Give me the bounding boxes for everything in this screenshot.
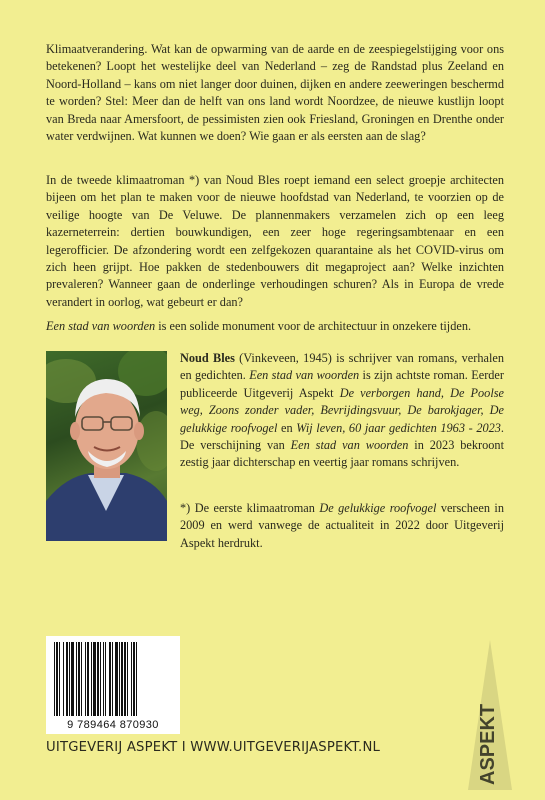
barcode-bar bbox=[76, 642, 77, 716]
barcode-bar bbox=[56, 642, 58, 716]
barcode-bar bbox=[115, 642, 118, 716]
bio-text: is zijn achtste roman. Eerder publiceerde Uitgeverij Aspekt bbox=[180, 368, 504, 400]
author-bio bbox=[180, 350, 504, 472]
barcode-bar bbox=[71, 642, 74, 716]
barcode-bar bbox=[93, 642, 96, 716]
book-title: Een stad van woorden bbox=[46, 319, 156, 333]
isbn-number: 9 789464 870930 bbox=[67, 719, 159, 731]
barcode-bar bbox=[97, 642, 99, 716]
author-name: Noud Bles bbox=[180, 351, 235, 365]
bio-poetry-title: Wij leven, 60 jaar gedichten 1963 - 2023 bbox=[296, 420, 501, 435]
bio-text: en bbox=[277, 420, 297, 435]
footnote-text: verscheen in 2009 en werd vanwege de actualiteit in 2022 door Uitgeverij Aspekt herdrukt. bbox=[180, 501, 504, 550]
barcode-bar bbox=[124, 642, 126, 716]
barcode-bar bbox=[131, 642, 132, 716]
barcode-bar bbox=[63, 642, 64, 716]
bio-text: . De verschijning van bbox=[180, 420, 504, 453]
blurb-paragraph-1: Klimaatverandering. Wat kan de opwarming van de aarde en de zeespiegelstijging voor ons betekenen? Loopt het westelijke deel van Nederland – zeg de Randstad plus Zeeland en Noord-Holland – kans om niet langer door duinen, dijken en andere zeeweringen beschermd te worden? Stel: Meer dan de helft van ons land wordt Noordzee, de nieuwe kustlijn loopt van Breda naar Amersfoort, de pessimisten zien ook Friesland, Groningen en Drenthe onder water verdwijnen. Wat kunnen we doen? Wie gaan er als eersten aan de slag? bbox=[46, 42, 504, 144]
blurb-paragraph-3 bbox=[46, 318, 504, 335]
bio-book-title: Een stad van woorden bbox=[290, 438, 409, 453]
bio-text: (Vinkeveen, 1945) is schrijver van romans, verhalen en gedichten. bbox=[180, 351, 504, 383]
barcode-bar bbox=[112, 642, 113, 716]
barcode-bar bbox=[136, 642, 137, 716]
barcode-bar bbox=[119, 642, 120, 716]
barcode-bar bbox=[127, 642, 128, 716]
barcode-bar bbox=[87, 642, 89, 716]
barcode-bar bbox=[91, 642, 92, 716]
aspekt-logo-icon bbox=[468, 640, 512, 790]
barcode-bar bbox=[109, 642, 111, 716]
barcode-bar bbox=[133, 642, 135, 716]
blurb-tagline: is een solide monument voor de architectuur in onzekere tijden. bbox=[155, 319, 472, 333]
barcode-bar bbox=[54, 642, 55, 716]
svg-text:ASPEKT: ASPEKT bbox=[477, 703, 499, 785]
barcode-bar bbox=[66, 642, 68, 716]
footnote-text: *) De eerste klimaatroman bbox=[180, 501, 320, 515]
barcode-bar bbox=[85, 642, 86, 716]
author-photo bbox=[46, 351, 167, 541]
publisher-footer: UITGEVERIJ ASPEKT I WWW.UITGEVERIJASPEKT.NL bbox=[46, 740, 381, 755]
footnote bbox=[180, 500, 504, 552]
bio-book-list: De verborgen hand, De Poolse weg, Zoons zonder vader, Bevrijdingsvuur, De barokjager, De gelukkige roofvogel bbox=[180, 385, 504, 435]
bio-text: in 2023 bekroont zestig jaar dichterschap en veertig jaar romans schrijven. bbox=[180, 438, 504, 470]
barcode-bar bbox=[69, 642, 70, 716]
barcode-bar bbox=[105, 642, 106, 716]
blurb-paragraph-2: In de tweede klimaatroman *) van Noud Bles roept iemand een select groepje architecten bijeen om het plan te maken voor de nieuwe hoofdstad van Nederland, te voorzien op de veilige hoogte van De Veluwe. De plannenmakers verzamelen zich op een leeg kazerneterrein: dertien bouwkundigen, een zeer hoge regeringsambtenaar en een legerofficier. De afzondering wordt een zelfgekozen quarantaine als het COVID-virus om zich heen grijpt. Hoe pakken de stedenbouwers dit megaproject aan? Welke inzichten prevaleren? Wanneer gaan de onderlinge verhoudingen schuren? Als in Europa de vrede verandert in oorlog, wat gebeurt er dan? bbox=[46, 173, 504, 309]
barcode-bar bbox=[100, 642, 101, 716]
footnote-book-title: De gelukkige roofvogel bbox=[319, 501, 437, 515]
barcode-bar bbox=[78, 642, 80, 716]
barcode-bar bbox=[81, 642, 82, 716]
barcode-bar bbox=[103, 642, 104, 716]
barcode-bar bbox=[121, 642, 123, 716]
barcode-bar bbox=[59, 642, 60, 716]
bio-book-title: Een stad van woorden bbox=[249, 368, 360, 383]
